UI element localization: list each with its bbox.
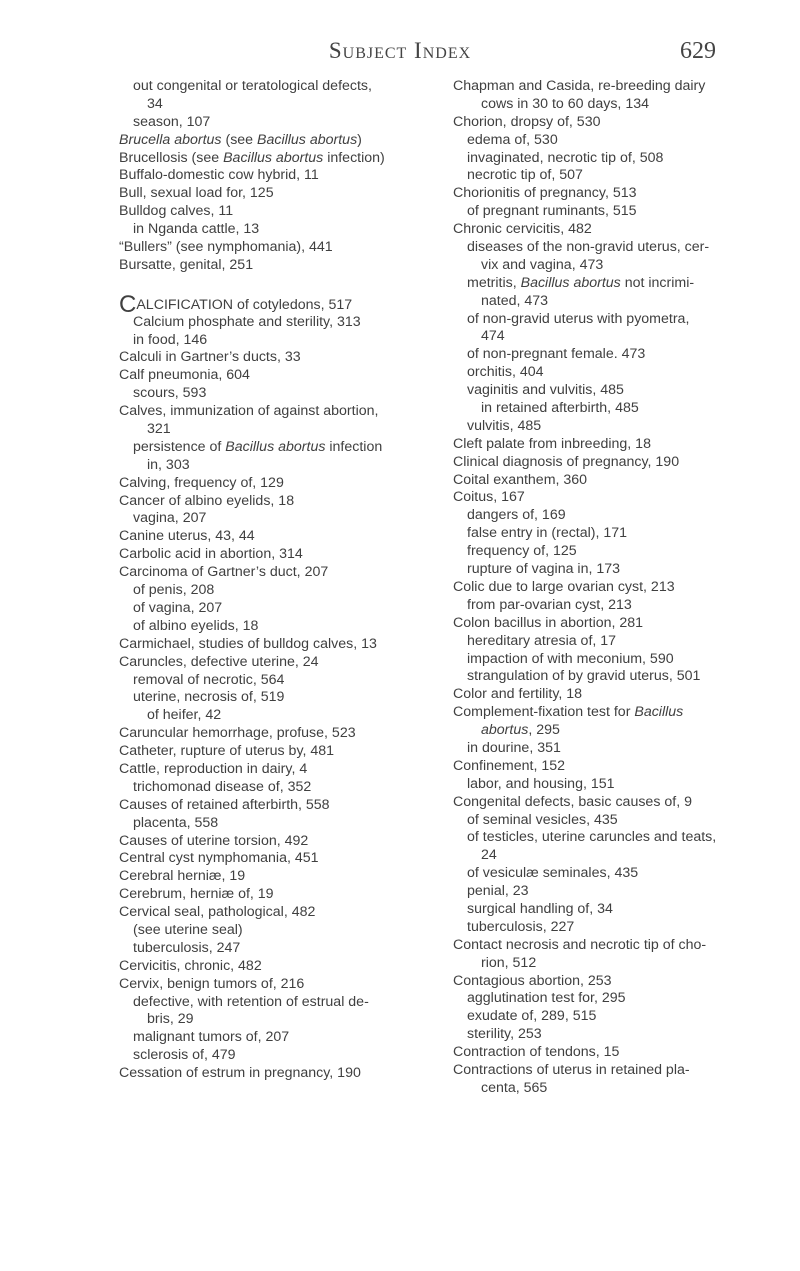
index-entry [453, 579, 749, 597]
index-entry [453, 346, 749, 364]
entry-text: Causes of uterine torsion, 492 [119, 832, 309, 849]
entry-italic-term: Bacillus abortus [257, 131, 358, 148]
entry-text: Carmichael, studies of bulldog calves, 13 [119, 635, 377, 652]
entry-text: Coitus, 167 [453, 489, 525, 506]
index-entry [119, 958, 417, 976]
index-entry [453, 1026, 749, 1044]
entry-text: penial, 23 [467, 883, 529, 900]
index-entry [119, 976, 417, 994]
index-entry [119, 96, 417, 114]
index-entry [119, 618, 417, 636]
entry-text: Catheter, rupture of uterus by, 481 [119, 743, 335, 760]
entry-text: hereditary atresia of, 17 [467, 632, 617, 649]
entry-text: Bulldog calves, 11 [119, 203, 234, 220]
index-entry [119, 546, 417, 564]
entry-text: edema of, 530 [467, 131, 558, 148]
index-entry [453, 1044, 749, 1062]
entry-text: diseases of the non-gravid uterus, cer- [467, 239, 710, 256]
index-entry [453, 150, 749, 168]
entry-text: defective, with retention of estrual de- [133, 993, 369, 1010]
entry-text: rion, 512 [481, 954, 537, 971]
entry-text: Cerebral herniæ, 19 [119, 868, 246, 885]
index-entry [453, 847, 749, 865]
index-entry [453, 400, 749, 418]
index-entry [453, 686, 749, 704]
index-entry [119, 743, 417, 761]
entry-text: 474 [481, 328, 505, 345]
index-entry [119, 994, 417, 1012]
entry-text: sterility, 253 [467, 1026, 542, 1043]
entry-text: in food, 146 [133, 331, 208, 348]
index-entry [453, 776, 749, 794]
entry-text: Colon bacillus in abortion, 281 [453, 614, 644, 631]
index-entry [453, 221, 749, 239]
entry-text: bris, 29 [147, 1011, 194, 1028]
index-entry [119, 510, 417, 528]
index-entry [119, 600, 417, 618]
index-entry [119, 922, 417, 940]
entry-text: Bull, sexual load for, 125 [119, 185, 274, 202]
entry-text: of vesiculæ seminales, 435 [467, 865, 639, 882]
entry-text: Carcinoma of Gartner’s duct, 207 [119, 564, 329, 581]
index-entry [119, 868, 417, 886]
index-entry [453, 239, 749, 257]
entry-text: dangers of, 169 [467, 507, 566, 524]
entry-text: rupture of vagina in, 173 [467, 561, 621, 578]
drop-cap-letter: C [119, 290, 137, 318]
index-entry [453, 328, 749, 346]
index-entry [119, 833, 417, 851]
index-entry [119, 904, 417, 922]
index-entry [453, 722, 749, 740]
index-entry [119, 493, 417, 511]
entry-text: out congenital or teratological defects, [133, 78, 372, 94]
entry-text: Cervix, benign tumors of, 216 [119, 975, 305, 992]
index-entry [119, 940, 417, 958]
index-entry [119, 689, 417, 707]
entry-italic-term: Bacillus abortus [223, 149, 324, 166]
index-entry [453, 973, 749, 991]
index-entry [453, 829, 749, 847]
index-entry [453, 704, 749, 722]
index-entry [119, 239, 417, 257]
entry-text: Cleft palate from inbreeding, 18 [453, 435, 651, 452]
page-header [0, 38, 800, 68]
entry-text: uterine, necrosis of, 519 [133, 689, 285, 706]
index-entry [453, 865, 749, 883]
index-entry [119, 367, 417, 385]
index-entry [119, 185, 417, 203]
page-number: 629 [680, 38, 716, 64]
section-gap [119, 275, 417, 296]
entry-text: Contractions of uterus in retained pla- [453, 1061, 690, 1078]
entry-text: of pregnant ruminants, 515 [467, 203, 637, 220]
index-entry [453, 311, 749, 329]
index-entry [453, 525, 749, 543]
entry-text: Calves, immunization of against abortion, [119, 403, 379, 420]
entry-text: Cancer of albino eyelids, 18 [119, 492, 295, 509]
entry-text: “Bullers” (see nymphomania), 441 [119, 239, 333, 256]
entry-text: 34 [147, 95, 163, 112]
index-entry [119, 1065, 417, 1083]
entry-text: tuberculosis, 247 [133, 939, 241, 956]
index-entry [453, 758, 749, 776]
index-entry [453, 275, 749, 293]
index-entry [119, 332, 417, 350]
entry-text: Calcium phosphate and sterility, 313 [133, 313, 361, 330]
entry-text: centa, 565 [481, 1079, 548, 1096]
entry-text: orchitis, 404 [467, 364, 544, 381]
entry-text: persistence of [133, 438, 226, 455]
index-entry [119, 707, 417, 725]
index-entry [453, 507, 749, 525]
entry-text: Chronic cervicitis, 482 [453, 221, 592, 238]
index-entry [453, 382, 749, 400]
entry-text: frequency of, 125 [467, 543, 577, 560]
index-entry [119, 457, 417, 475]
index-entry [119, 672, 417, 690]
index-entry [453, 955, 749, 973]
entry-text: Canine uterus, 43, 44 [119, 528, 255, 545]
entry-italic-term: abortus [481, 722, 529, 739]
index-entry [453, 96, 749, 114]
entry-text: vulvitis, 485 [467, 417, 542, 434]
entry-text: strangulation of by gravid uterus, 501 [467, 668, 701, 685]
entry-text: Contagious abortion, 253 [453, 972, 612, 989]
entry-text: of vagina, 207 [133, 599, 223, 616]
index-entry [119, 564, 417, 582]
entry-italic-term: Bacillus [634, 704, 684, 721]
entry-text: in, 303 [147, 456, 190, 473]
entry-text: 24 [481, 847, 497, 864]
index-entry [119, 886, 417, 904]
page-title: Subject Index [328, 38, 472, 63]
index-entry [453, 883, 749, 901]
entry-text: Central cyst nymphomania, 451 [119, 850, 319, 867]
index-entry [119, 403, 417, 421]
index-entry [453, 1062, 749, 1080]
entry-italic-term: Bacillus abortus [225, 438, 326, 455]
index-entry [119, 203, 417, 221]
index-entry [119, 582, 417, 600]
index-entry [453, 668, 749, 686]
index-entry [119, 475, 417, 493]
index-entry [119, 1047, 417, 1065]
index-entry [453, 937, 749, 955]
index-entry [119, 779, 417, 797]
index-entry [453, 132, 749, 150]
entry-text: ALCIFICATION of cotyledons, 517 [136, 296, 353, 313]
index-entry [119, 78, 417, 96]
entry-text: surgical handling of, 34 [467, 900, 613, 917]
entry-text: vagina, 207 [133, 510, 207, 527]
entry-text: (see [221, 131, 258, 148]
entry-text: malignant tumors of, 207 [133, 1029, 290, 1046]
index-entry [453, 794, 749, 812]
index-entry [453, 651, 749, 669]
index-entry [453, 1008, 749, 1026]
entry-text: nated, 473 [481, 292, 549, 309]
entry-text: Causes of retained afterbirth, 558 [119, 796, 330, 813]
entry-text: Calculi in Gartner’s ducts, 33 [119, 349, 301, 366]
index-entry [119, 290, 417, 318]
entry-text: , 295 [528, 722, 560, 739]
index-entry [453, 418, 749, 436]
entry-text: metritis, [467, 274, 521, 291]
entry-text: Cervicitis, chronic, 482 [119, 957, 262, 974]
index-entry [119, 114, 417, 132]
index-entry [453, 615, 749, 633]
entry-text: placenta, 558 [133, 814, 219, 831]
entry-text: not incrimi- [620, 274, 695, 291]
index-entry [453, 185, 749, 203]
entry-text: scours, 593 [133, 385, 207, 402]
entry-text: Complement-fixation test for [453, 704, 635, 721]
entry-text: trichomonad disease of, 352 [133, 778, 312, 795]
index-column-right [453, 78, 749, 1098]
index-entry [453, 597, 749, 615]
entry-text: 321 [147, 421, 171, 438]
entry-text: Congenital defects, basic causes of, 9 [453, 793, 692, 810]
entry-text: from par-ovarian cyst, 213 [467, 596, 632, 613]
entry-text: Caruncular hemorrhage, profuse, 523 [119, 725, 356, 742]
index-entry [453, 364, 749, 382]
entry-text: of seminal vesicles, 435 [467, 811, 618, 828]
index-entry [453, 919, 749, 937]
index-entry [453, 812, 749, 830]
index-entry [453, 114, 749, 132]
index-entry [119, 1029, 417, 1047]
entry-text: in retained afterbirth, 485 [481, 400, 639, 417]
index-entry [453, 1080, 749, 1098]
index-entry [119, 385, 417, 403]
index-entry [453, 472, 749, 490]
entry-text: sclerosis of, 479 [133, 1047, 236, 1064]
index-entry [453, 203, 749, 221]
index-entry [119, 150, 417, 168]
index-entry [119, 636, 417, 654]
entry-text: of testicles, uterine caruncles and teats, [467, 829, 717, 846]
entry-text: Color and fertility, 18 [453, 686, 583, 703]
entry-text: Carbolic acid in abortion, 314 [119, 546, 303, 563]
entry-text: invaginated, necrotic tip of, 508 [467, 149, 664, 166]
entry-italic-term: Bacillus abortus [520, 274, 621, 291]
entry-text: of non-gravid uterus with pyometra, [467, 310, 690, 327]
index-entry [119, 528, 417, 546]
entry-text: Chorion, dropsy of, 530 [453, 113, 601, 130]
index-entry [119, 1011, 417, 1029]
index-entry [453, 293, 749, 311]
entry-text: infection [325, 438, 383, 455]
index-entry [453, 901, 749, 919]
entry-text: labor, and housing, 151 [467, 775, 615, 792]
index-entry [119, 797, 417, 815]
index-entry [453, 561, 749, 579]
index-entry [119, 167, 417, 185]
index-entry [119, 654, 417, 672]
entry-text: Calf pneumonia, 604 [119, 367, 250, 384]
entry-text: cows in 30 to 60 days, 134 [481, 95, 649, 112]
index-entry [119, 725, 417, 743]
index-entry [119, 314, 417, 332]
index-entry [453, 78, 749, 96]
index-entry [119, 421, 417, 439]
index-entry [453, 489, 749, 507]
entry-text: Cerebrum, herniæ of, 19 [119, 886, 274, 903]
index-entry [119, 132, 417, 150]
index-entry [453, 454, 749, 472]
index-entry [453, 633, 749, 651]
index-entry [453, 167, 749, 185]
entry-italic-term: Brucella abortus [119, 131, 222, 148]
entry-text: Coital exanthem, 360 [453, 471, 588, 488]
entry-text: Cervical seal, pathological, 482 [119, 904, 316, 921]
entry-text: of albino eyelids, 18 [133, 617, 259, 634]
index-entry [119, 815, 417, 833]
index-entry [119, 850, 417, 868]
index-entry [453, 436, 749, 454]
entry-text: vaginitis and vulvitis, 485 [467, 382, 624, 399]
entry-text: removal of necrotic, 564 [133, 671, 285, 688]
entry-text: infection) [323, 149, 385, 166]
entry-text: false entry in (rectal), 171 [467, 525, 628, 542]
entry-text: in dourine, 351 [467, 739, 561, 756]
index-entry [453, 257, 749, 275]
index-entry [119, 439, 417, 457]
entry-text: Colic due to large ovarian cyst, 213 [453, 578, 675, 595]
entry-text: Confinement, 152 [453, 757, 565, 774]
entry-text: Contact necrosis and necrotic tip of cho- [453, 936, 707, 953]
entry-text: Contraction of tendons, 15 [453, 1044, 620, 1061]
entry-text: (see uterine seal) [133, 921, 243, 938]
index-entry [119, 257, 417, 275]
entry-text: season, 107 [133, 113, 211, 130]
entry-text: exudate of, 289, 515 [467, 1008, 597, 1025]
entry-text: Cattle, reproduction in dairy, 4 [119, 760, 308, 777]
entry-text: ) [357, 131, 362, 148]
entry-text: impaction of with meconium, 590 [467, 650, 674, 667]
entry-text: Calving, frequency of, 129 [119, 474, 284, 491]
entry-text: of non-pregnant female. 473 [467, 346, 646, 363]
entry-text: vix and vagina, 473 [481, 256, 604, 273]
index-entry [119, 761, 417, 779]
entry-text: Caruncles, defective uterine, 24 [119, 653, 319, 670]
entry-text: Chapman and Casida, re-breeding dairy [453, 78, 706, 94]
entry-text: Brucellosis (see [119, 149, 224, 166]
entry-text: Cessation of estrum in pregnancy, 190 [119, 1065, 361, 1082]
entry-text: of penis, 208 [133, 582, 215, 599]
index-entry [453, 990, 749, 1008]
index-entry [453, 543, 749, 561]
entry-text: of heifer, 42 [147, 707, 222, 724]
entry-text: agglutination test for, 295 [467, 990, 626, 1007]
entry-text: Bursatte, genital, 251 [119, 256, 254, 273]
index-column-left [119, 78, 417, 1083]
entry-text: tuberculosis, 227 [467, 918, 575, 935]
entry-text: in Nganda cattle, 13 [133, 221, 260, 238]
index-entry [119, 349, 417, 367]
entry-text: Clinical diagnosis of pregnancy, 190 [453, 453, 680, 470]
index-entry [453, 740, 749, 758]
entry-text: Chorionitis of pregnancy, 513 [453, 185, 637, 202]
entry-text: necrotic tip of, 507 [467, 167, 583, 184]
entry-text: Buffalo-domestic cow hybrid, 11 [119, 167, 319, 184]
index-entry [119, 221, 417, 239]
